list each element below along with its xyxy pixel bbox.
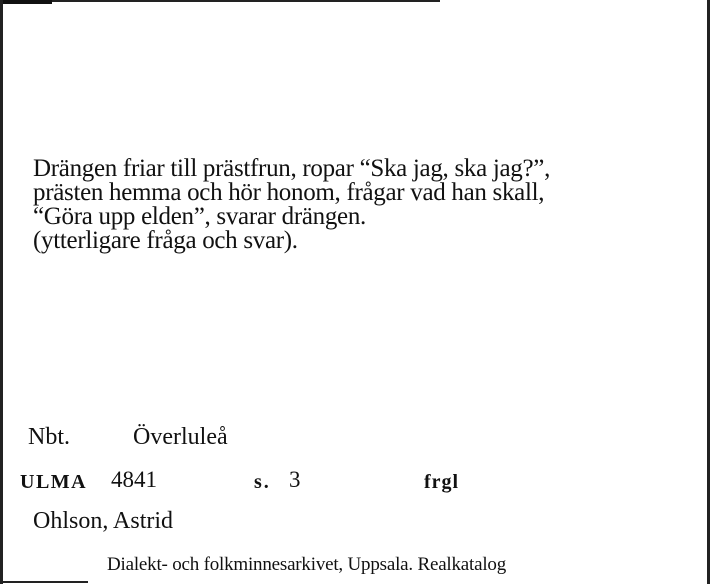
record-number: 4841 [111, 467, 157, 492]
description-line: prästen hemma och hör honom, frågar vad han skall, [33, 179, 545, 206]
page-label: s. [254, 471, 271, 493]
page-number: 3 [289, 467, 301, 492]
card-border-bottom [0, 581, 88, 583]
card-border-left [0, 0, 3, 584]
description-line: “Göra upp elden”, svarar drängen. [33, 203, 366, 230]
informant-name: Ohlson, Astrid [33, 508, 174, 534]
card-description [33, 157, 673, 253]
region-abbreviation: Nbt. [28, 424, 70, 450]
card-border-top [0, 0, 440, 2]
parish-name: Överluleå [133, 424, 228, 450]
card-border-top-mark [0, 0, 52, 4]
archive-code: ULMA [20, 471, 88, 493]
genre-code: frgl [424, 471, 460, 493]
description-line: Drängen friar till prästfrun, ropar “Ska jag, ska jag?”, [33, 155, 551, 182]
description-line: (ytterligare fråga och svar). [33, 227, 298, 254]
archive-footer: Dialekt- och folkminnesarkivet, Uppsala. Realkatalog [107, 554, 507, 575]
